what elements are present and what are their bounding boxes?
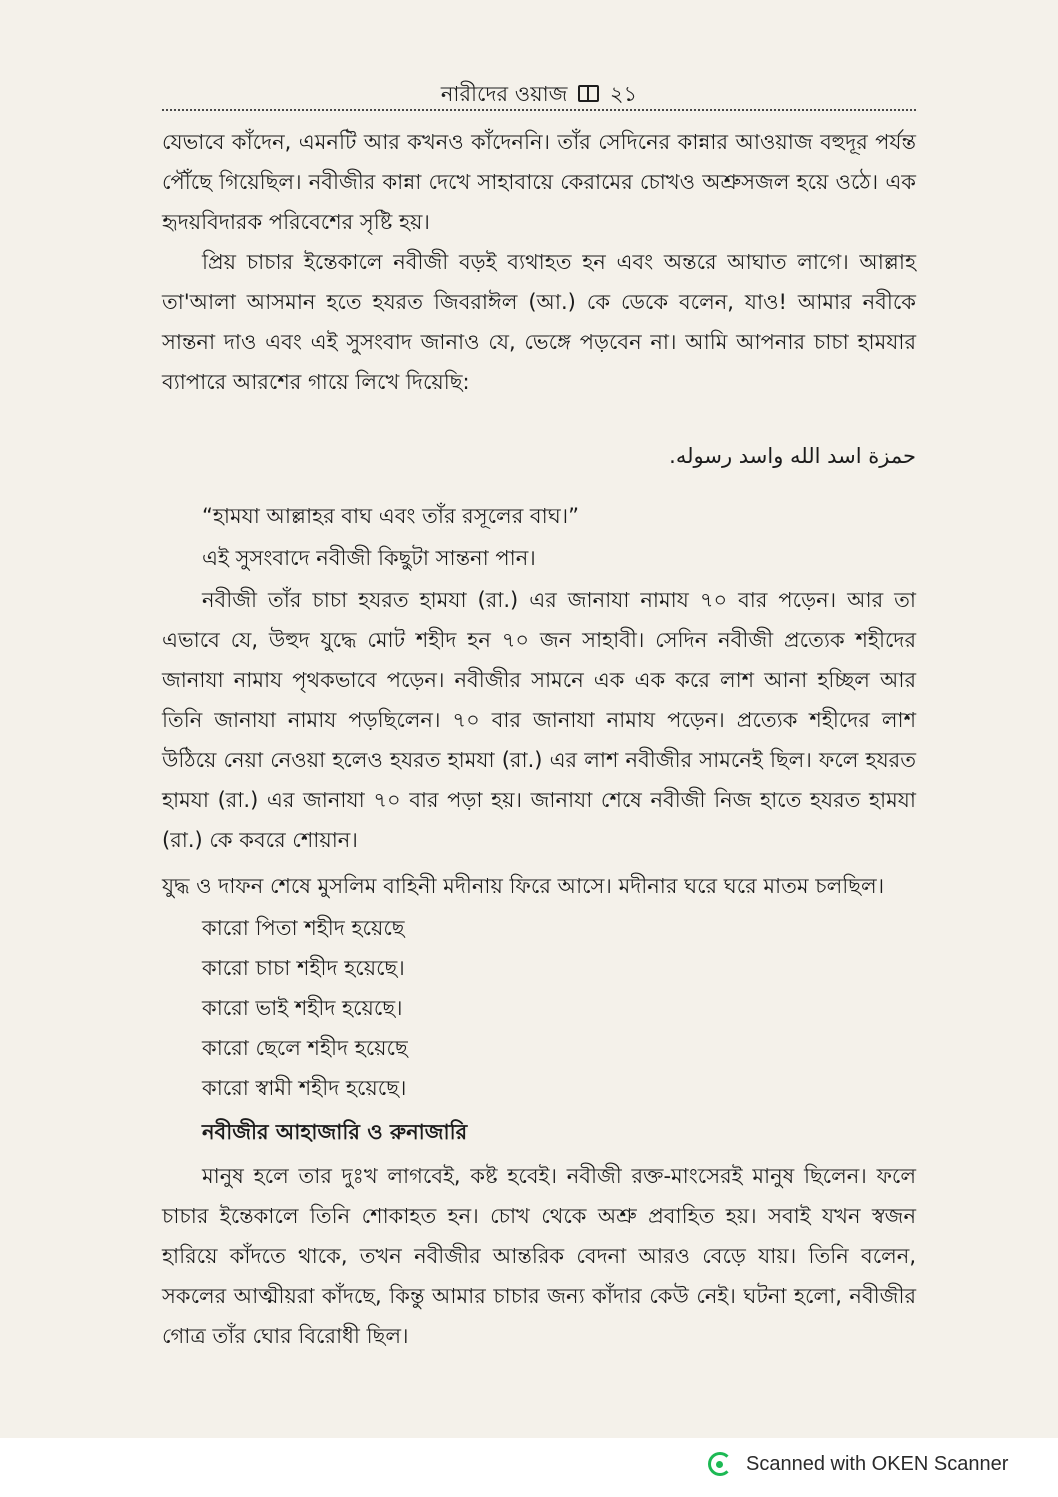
paragraph-janaza: নবীজী তাঁর চাচা হযরত হামযা (রা.) এর জানাযা নামায ৭০ বার পড়েন। আর তা এভাবে যে, উহুদ যুদ্ধে মোট শহীদ হন ৭০ জন সাহাবী। সেদিন নবীজী প্রত্যেক শহীদের জানাযা নামায পৃথকভাবে পড়েন। নবীজীর সামনে এক এক করে লাশ আনা হচ্ছিল আর তিনি জানাযা নামায পড়ছিলেন। ৭০ বার জানাযা নামায পড়েন। প্রত্যেক শহীদের লাশ উঠিয়ে নেয়া নেওয়া হলেও হযরত হামযা (রা.) এর লাশ নবীজীর সামনেই ছিল। ফলে হযরত হামযা (রা.) এর জানাযা ৭০ বার পড়া হয়। জানাযা শেষে নবীজী নিজ হাতে হযরত হামযা (রা.) কে কবরে শোয়ান। [162, 588, 916, 852]
arabic-inscription: حمزة اسد الله واسد رسوله. [669, 444, 916, 468]
verse-line: কারো ছেলে শহীদ হয়েছে [202, 1036, 408, 1060]
quote: “হামযা আল্লাহর বাঘ এবং তাঁর রসূলের বাঘ।” [202, 504, 580, 528]
page-body [162, 122, 916, 1356]
page-header [162, 78, 916, 113]
paragraph: প্রিয় চাচার ইন্তেকালে নবীজী বড়ই ব্যথাহত হন এবং অন্তরে আঘাত লাগে। আল্লাহ তা'আলা আসমান হতে হযরত জিবরাঈল (আ.) কে ডেকে বলেন, যাও! আমার নবীকে সান্তনা দাও এবং এই সুসংবাদ জানাও যে, ভেঙ্গে পড়বেন না। আমি আপনার চাচা হামযার ব্যাপারে আরশের গায়ে লিখে দিয়েছি: [162, 250, 916, 394]
paragraph: যেভাবে কাঁদেন, এমনটি আর কখনও কাঁদেননি। তাঁর সেদিনের কান্নার আওয়াজ বহুদূর পর্যন্ত পৌঁছে গিয়েছিল। নবীজীর কান্না দেখে সাহাবায়ে কেরামের চোখও অশ্রুসজল হয়ে ওঠে। এক হৃদয়বিদারক পরিবেশের সৃষ্টি হয়। [162, 130, 916, 234]
paragraph-consolation: এই সুসংবাদে নবীজী কিছুটা সান্তনা পান। [202, 546, 536, 570]
verse-line: কারো চাচা শহীদ হয়েছে। [202, 956, 405, 980]
verse-line: কারো পিতা শহীদ হয়েছে [202, 916, 405, 940]
oken-scanner-logo-icon [708, 1452, 732, 1476]
verse-line: কারো ভাই শহীদ হয়েছে। [202, 996, 403, 1020]
book-title: নারীদের ওয়াজ [440, 82, 568, 106]
verse-line: কারো স্বামী শহীদ হয়েছে। [202, 1076, 407, 1100]
book-icon [578, 85, 599, 102]
page-number: ২১ [609, 82, 638, 106]
verse-list [162, 908, 916, 1108]
header-divider [162, 109, 916, 111]
paragraph-final: মানুষ হলে তার দুঃখ লাগবেই, কষ্ট হবেই। নবীজী রক্ত-মাংসেরই মানুষ ছিলেন। ফলে চাচার ইন্তেকালে তিনি শোকাহত হন। চোখ থেকে অশ্রু প্রবাহিত হয়। সবাই যখন স্বজন হারিয়ে কাঁদতে থাকে, তখন নবীজীর আন্তরিক বেদনা আরও বেড়ে যায়। তিনি বলেন, সকলের আত্মীয়রা কাঁদছে, কিন্তু আমার চাচার জন্য কাঁদার কেউ নেই। ঘটনা হলো, নবীজীর গোত্র তাঁর ঘোর বিরোধী ছিল। [162, 1164, 916, 1348]
scanner-watermark-text: Scanned with OKEN Scanner [746, 1452, 1009, 1475]
section-heading: নবীজীর আহাজারি ও রুনাজারি [202, 1120, 468, 1144]
paragraph-mourning: যুদ্ধ ও দাফন শেষে মুসলিম বাহিনী মদীনায় ফিরে আসে। মদীনার ঘরে ঘরে মাতম চলছিল। [162, 874, 885, 898]
scanner-watermark [708, 1450, 1008, 1478]
